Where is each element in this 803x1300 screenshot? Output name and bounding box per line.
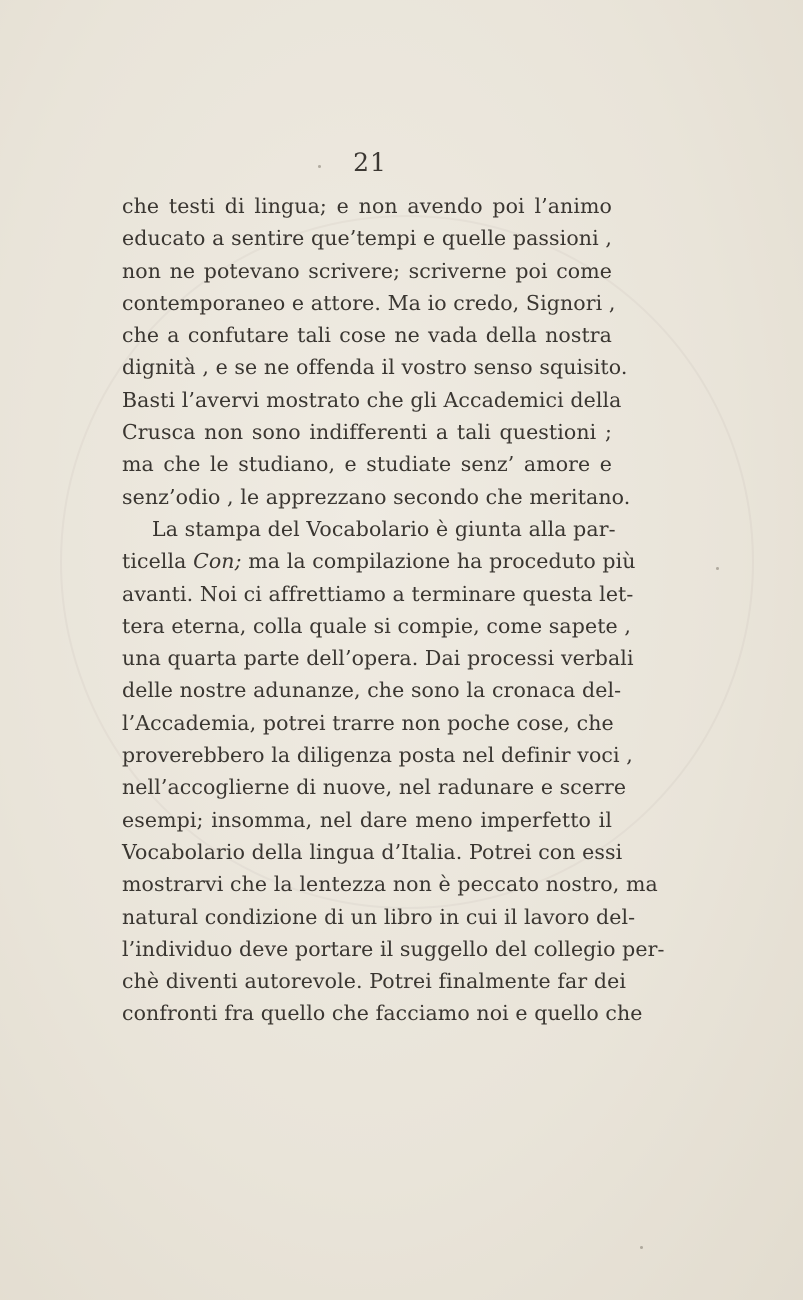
- text-line: Basti l’avervi mostrato che gli Accademici della: [122, 387, 622, 412]
- text-line: una quarta parte dell’opera. Dai processi verbali: [122, 646, 634, 671]
- italic-word: Con;: [193, 549, 242, 574]
- text-line: mostrarvi che la lentezza non è peccato nostro, ma: [122, 872, 658, 897]
- text-fragment: ma la compilazione ha proceduto più: [241, 549, 636, 574]
- text-line: nell’accoglierne di nuove, nel radunare e scerre: [122, 775, 627, 800]
- text-line: proverebbero la diligenza posta nel definir voci ,: [122, 743, 633, 768]
- text-line: Vocabolario della lingua d’Italia. Potrei con essi: [122, 839, 623, 864]
- paper-speck: [640, 1246, 643, 1249]
- text-fragment: ticella: [122, 549, 194, 574]
- text-line: delle nostre adunanze, che sono la cronaca del-: [122, 678, 622, 703]
- text-line: dignità , e se ne offenda il vostro senso squisito.: [122, 355, 628, 380]
- text-line: Crusca non sono indifferenti a tali questioni ;: [122, 420, 612, 445]
- text-line: l’individuo deve portare il suggello del collegio per-: [122, 936, 665, 961]
- text-line: confronti fra quello che facciamo noi e quello che: [122, 1001, 643, 1026]
- text-line: tera eterna, colla quale si compie, come sapete ,: [122, 613, 632, 638]
- text-line: l’Accademia, potrei trarre non poche cose, che: [122, 710, 614, 735]
- text-line: [122, 545, 636, 577]
- paper-speck: [318, 165, 321, 168]
- text-line: non ne potevano scrivere; scriverne poi come: [122, 258, 612, 283]
- paper-speck: [716, 567, 719, 570]
- text-line: contemporaneo e attore. Ma io credo, Signori ,: [122, 290, 616, 315]
- text-line: avanti. Noi ci affrettiamo a terminare questa let-: [122, 581, 634, 606]
- body-text: [122, 190, 665, 1030]
- text-line: natural condizione di un libro in cui il lavoro del-: [122, 904, 636, 929]
- text-line: senz’odio , le apprezzano secondo che meritano.: [122, 484, 631, 509]
- text-line: La stampa del Vocabolario è giunta alla par-: [152, 516, 616, 541]
- page-number: 21: [353, 148, 387, 177]
- text-line: chè diventi autorevole. Potrei finalmente far dei: [122, 969, 626, 994]
- text-line: che testi di lingua; e non avendo poi l’animo: [122, 194, 612, 218]
- text-line: ma che le studiano, e studiate senz’ amore e: [122, 452, 612, 477]
- text-line: che a confutare tali cose ne vada della nostra: [122, 323, 612, 348]
- text-line: educato a sentire que’tempi e quelle passioni ,: [122, 226, 612, 251]
- text-line: esempi; insomma, nel dare meno imperfetto il: [122, 807, 612, 832]
